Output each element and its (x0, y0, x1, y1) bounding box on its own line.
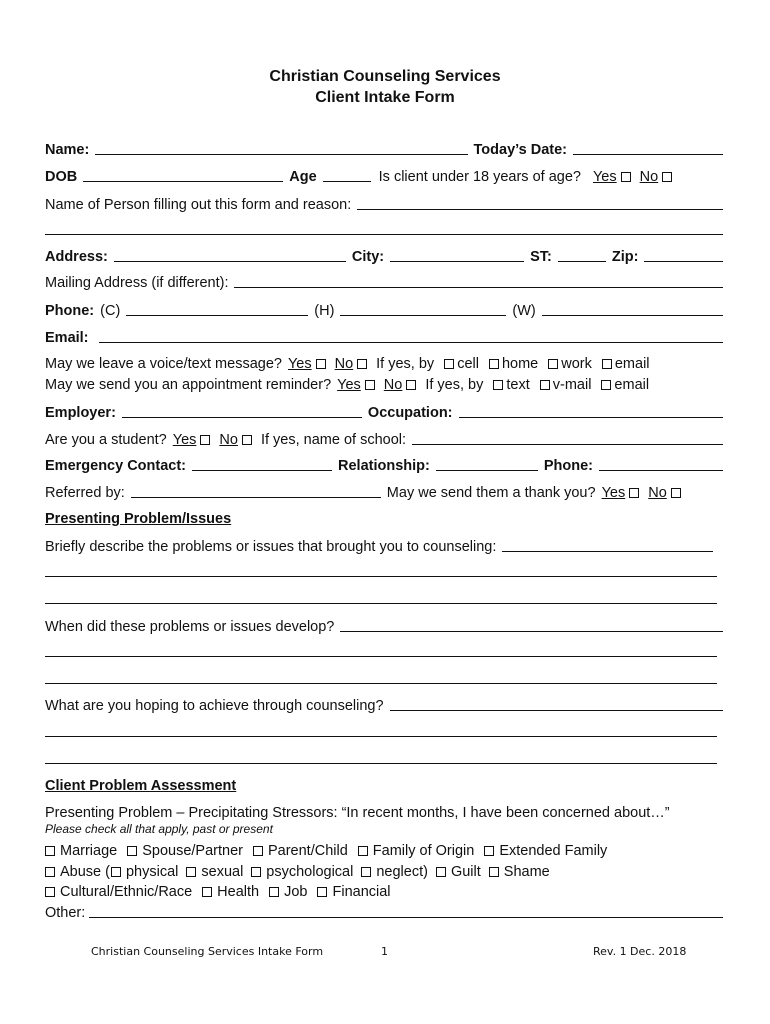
student-no-checkbox[interactable] (242, 435, 252, 445)
school-field[interactable] (412, 444, 723, 445)
person-filling-row (45, 193, 723, 213)
assessment-heading-row (45, 774, 723, 794)
form-subtitle: Client Intake Form (315, 89, 455, 106)
job-label: Job (284, 884, 308, 900)
voice-if-yes-label: If yes, by (376, 356, 435, 372)
option-family-of-origin[interactable] (358, 843, 475, 859)
physical-label: physical (125, 864, 179, 880)
form-title: Christian Counseling Services (269, 68, 501, 85)
q1-line-3[interactable] (45, 603, 717, 604)
under18-no-checkbox[interactable] (662, 172, 672, 182)
footer-revision: Rev. 1 Dec. 2018 (593, 945, 687, 958)
address-row (45, 245, 723, 265)
financial-label: Financial (332, 884, 391, 900)
emergency-phone-field[interactable] (599, 470, 723, 471)
phone-row (45, 299, 723, 319)
person-filling-line-2[interactable] (45, 234, 723, 235)
st-field[interactable] (558, 261, 606, 262)
emergency-row (45, 454, 723, 474)
student-row (45, 428, 723, 448)
other-label: Other: (45, 905, 86, 921)
option-extended-family[interactable] (484, 843, 607, 859)
emergency-phone-label: Phone: (543, 458, 593, 474)
st-label: ST: (530, 249, 552, 265)
thank-you-no-label: No (648, 485, 667, 501)
assessment-intro-row (45, 801, 723, 821)
q3-field[interactable] (390, 710, 723, 711)
assessment-note: Please check all that apply, past or present (45, 822, 273, 836)
referred-field[interactable] (131, 497, 381, 498)
option-parent-child[interactable] (253, 843, 348, 859)
text-checkbox[interactable] (493, 380, 503, 390)
work-label: work (561, 356, 592, 372)
phone-c-field[interactable] (126, 315, 308, 316)
q3-label: What are you hoping to achieve through counseling? (45, 698, 384, 714)
emergency-label: Emergency Contact: (45, 458, 187, 474)
vmail-checkbox[interactable] (540, 380, 550, 390)
assessment-heading: Client Problem Assessment (45, 778, 237, 794)
reminder-label: May we send you an appointment reminder? (45, 377, 332, 393)
reminder-if-yes-label: If yes, by (425, 377, 484, 393)
reminder-email-checkbox[interactable] (601, 380, 611, 390)
shame-label: Shame (503, 864, 550, 880)
q3-line-3[interactable] (45, 763, 717, 764)
employer-row (45, 401, 723, 421)
psychological-label: psychological (266, 864, 354, 880)
presenting-heading: Presenting Problem/Issues (45, 511, 232, 527)
guilt-label: Guilt (450, 864, 481, 880)
assessment-note-row (45, 820, 723, 836)
email-field[interactable] (99, 342, 723, 343)
shame-checkbox[interactable] (489, 867, 499, 877)
voice-yes-label: Yes (287, 356, 312, 372)
reminder-yes-checkbox[interactable] (365, 380, 375, 390)
spouse-partner-checkbox[interactable] (127, 846, 137, 856)
financial-checkbox[interactable] (317, 887, 327, 897)
person-filling-label: Name of Person filling out this form and reason: (45, 197, 352, 213)
option-health[interactable] (202, 884, 259, 900)
cultural-label: Cultural/Ethnic/Race (60, 884, 193, 900)
assessment-row-2 (45, 860, 723, 880)
relationship-field[interactable] (436, 470, 538, 471)
other-row (45, 901, 723, 921)
family-of-origin-checkbox[interactable] (358, 846, 368, 856)
parent-child-label: Parent/Child (267, 843, 348, 859)
zip-label: Zip: (611, 249, 639, 265)
occupation-field[interactable] (459, 417, 723, 418)
reminder-no-checkbox[interactable] (406, 380, 416, 390)
q1-row (45, 535, 713, 555)
parent-child-checkbox[interactable] (253, 846, 263, 856)
mailing-row (45, 271, 723, 291)
city-label: City: (351, 249, 385, 265)
mailing-field[interactable] (234, 287, 723, 288)
phone-c-label: (C) (100, 303, 121, 319)
voice-msg-label: May we leave a voice/text message? (45, 356, 282, 372)
extended-family-label: Extended Family (499, 843, 608, 859)
option-spouse-partner[interactable] (127, 843, 243, 859)
footer-page-number: 1 (381, 945, 388, 958)
age-field[interactable] (323, 181, 371, 182)
referred-row (45, 481, 723, 501)
presenting-heading-row (45, 507, 723, 527)
q1-field[interactable] (502, 551, 713, 552)
phone-label: Phone: (45, 303, 95, 319)
employer-label: Employer: (45, 405, 116, 421)
thank-you-yes-label: Yes (601, 485, 626, 501)
guilt-checkbox[interactable] (436, 867, 446, 877)
dob-label: DOB (45, 169, 78, 185)
other-field[interactable] (89, 917, 723, 918)
under18-yes-checkbox[interactable] (621, 172, 631, 182)
q3-row (45, 694, 723, 714)
health-label: Health (217, 884, 260, 900)
mailing-label: Mailing Address (if different): (45, 275, 229, 291)
marriage-checkbox[interactable] (45, 846, 55, 856)
family-of-origin-label: Family of Origin (372, 843, 475, 859)
voice-yes-checkbox[interactable] (316, 359, 326, 369)
health-checkbox[interactable] (202, 887, 212, 897)
name-field[interactable] (95, 154, 467, 155)
q3-line-2[interactable] (45, 736, 717, 737)
name-row (45, 138, 723, 158)
q2-field[interactable] (340, 631, 723, 632)
footer-form-name: Christian Counseling Services Intake Form (91, 945, 324, 958)
email-label: Email: (45, 330, 89, 346)
q2-label: When did these problems or issues develop? (45, 619, 335, 635)
option-marriage[interactable] (45, 843, 117, 859)
neglect-checkbox[interactable] (361, 867, 371, 877)
phone-h-field[interactable] (340, 315, 506, 316)
relationship-label: Relationship: (338, 458, 430, 474)
school-label: If yes, name of school: (260, 432, 407, 448)
option-job[interactable] (269, 884, 307, 900)
sexual-checkbox[interactable] (186, 867, 196, 877)
dob-field[interactable] (83, 181, 283, 182)
voice-message-row (45, 352, 723, 372)
email-opt-label: email (614, 356, 650, 372)
student-yes-label: Yes (172, 432, 197, 448)
referred-label: Referred by: (45, 485, 125, 501)
dob-row (45, 165, 723, 185)
voice-no-checkbox[interactable] (357, 359, 367, 369)
phone-w-field[interactable] (542, 315, 723, 316)
thank-you-yes-checkbox[interactable] (629, 488, 639, 498)
employer-field[interactable] (122, 417, 362, 418)
name-label: Name: (45, 142, 90, 158)
emergency-field[interactable] (192, 470, 332, 471)
reminder-row (45, 373, 723, 393)
person-filling-field[interactable] (357, 209, 723, 210)
sexual-label: sexual (201, 864, 244, 880)
under18-no-label: No (639, 169, 659, 185)
work-checkbox[interactable] (548, 359, 558, 369)
cell-checkbox[interactable] (444, 359, 454, 369)
reminder-email-label: email (614, 377, 650, 393)
under18-label: Is client under 18 years of age? (378, 169, 581, 185)
q1-line-2[interactable] (45, 576, 717, 577)
voice-no-label: No (334, 356, 354, 372)
vmail-label: v-mail (552, 377, 592, 393)
abuse-checkbox[interactable] (45, 867, 55, 877)
extended-family-checkbox[interactable] (484, 846, 494, 856)
phone-h-label: (H) (314, 303, 335, 319)
reminder-no-label: No (383, 377, 403, 393)
todays-date-field[interactable] (573, 154, 723, 155)
age-label: Age (289, 169, 317, 185)
student-yes-checkbox[interactable] (200, 435, 210, 445)
neglect-label: neglect) (376, 864, 428, 880)
under18-yes-label: Yes (592, 169, 617, 185)
home-label: home (501, 356, 539, 372)
q2-row (45, 615, 723, 635)
text-label: text (506, 377, 530, 393)
home-checkbox[interactable] (489, 359, 499, 369)
email-checkbox[interactable] (602, 359, 612, 369)
assessment-row-3 (45, 880, 723, 900)
psychological-checkbox[interactable] (251, 867, 261, 877)
reminder-yes-label: Yes (337, 377, 361, 393)
option-financial[interactable] (317, 884, 390, 900)
phone-w-label: (W) (512, 303, 536, 319)
cultural-checkbox[interactable] (45, 887, 55, 897)
zip-field[interactable] (644, 261, 723, 262)
job-checkbox[interactable] (269, 887, 279, 897)
physical-checkbox[interactable] (111, 867, 121, 877)
q1-label: Briefly describe the problems or issues that brought you to counseling: (45, 539, 497, 555)
cell-label: cell (457, 356, 479, 372)
thank-you-label: May we send them a thank you? (386, 485, 596, 501)
address-field[interactable] (114, 261, 346, 262)
spouse-partner-label: Spouse/Partner (142, 843, 243, 859)
thank-you-no-checkbox[interactable] (671, 488, 681, 498)
q2-line-2[interactable] (45, 656, 717, 657)
student-no-label: No (219, 432, 238, 448)
assessment-row-1 (45, 839, 723, 859)
todays-date-label: Today’s Date: (473, 142, 567, 158)
marriage-label: Marriage (60, 843, 118, 859)
abuse-label: Abuse ( (60, 864, 110, 880)
option-cultural[interactable] (45, 884, 192, 900)
occupation-label: Occupation: (367, 405, 453, 421)
q2-line-3[interactable] (45, 683, 717, 684)
city-field[interactable] (390, 261, 524, 262)
student-label: Are you a student? (45, 432, 167, 448)
email-row (45, 326, 723, 346)
address-label: Address: (45, 249, 108, 265)
assessment-intro: Presenting Problem – Precipitating Stressors: “In recent months, I have been concerned about…” (45, 805, 670, 821)
